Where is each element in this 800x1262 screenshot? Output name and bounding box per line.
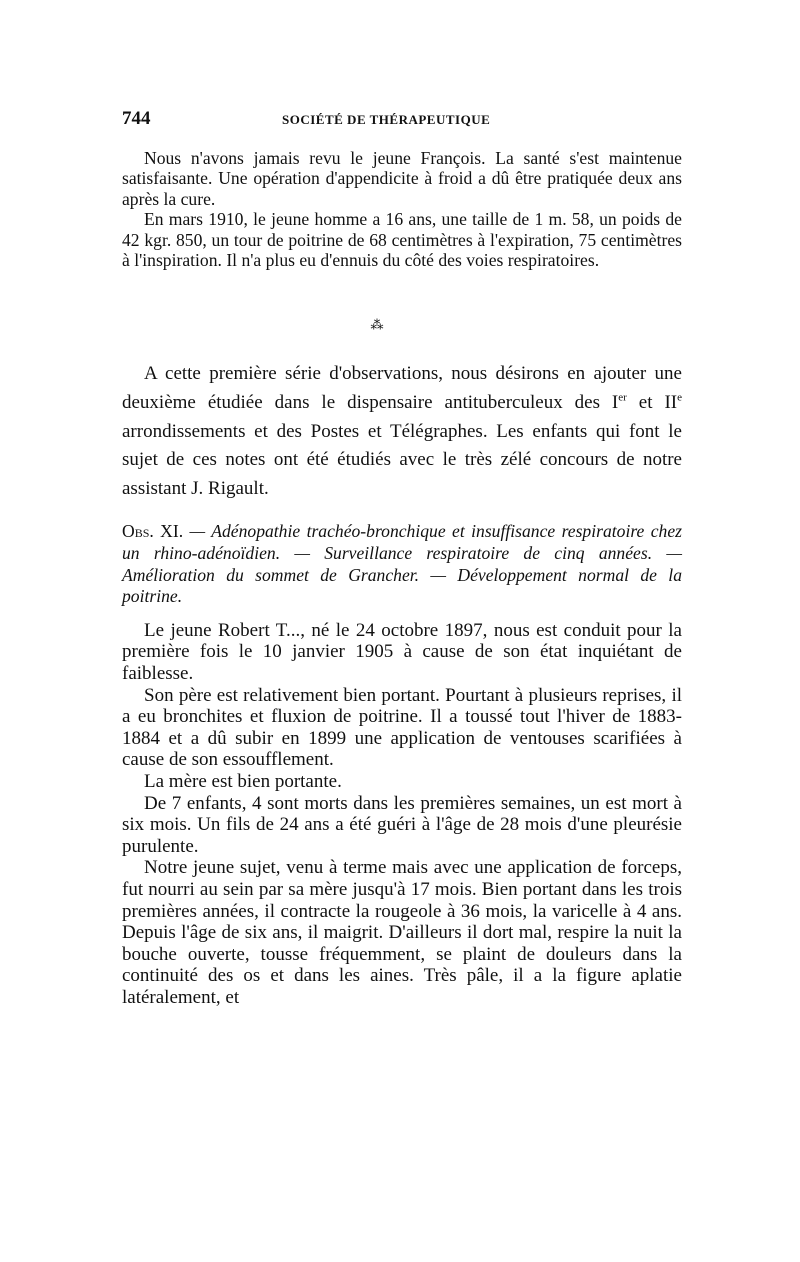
body-paragraph-4: De 7 enfants, 4 sont morts dans les premières semaines, un est mort à six mois. Un fils de 24 ans a été guéri à l'âge de 28 mois d'une pleurésie purulente. <box>122 792 682 857</box>
body-paragraph-2: Son père est relativement bien portant. Pourtant à plusieurs reprises, il a eu bronchites et fluxion de poitrine. Il a toussé tout l'hiver de 1883-1884 et a dû subir en 1899 une application de ventouses scarifiées à cause de son essoufflement. <box>122 684 682 771</box>
paragraph-1: Nous n'avons jamais revu le jeune François. La santé s'est maintenue satisfaisante. Une opération d'appendicite à froid a dû être pratiquée deux ans après la cure. <box>122 148 682 209</box>
page-header <box>122 108 682 148</box>
asterism-icon: ⁂ <box>370 317 384 333</box>
section-separator <box>122 270 682 360</box>
running-head: SOCIÉTÉ DE THÉRAPEUTIQUE <box>282 112 491 127</box>
body-paragraph-5: Notre jeune sujet, venu à terme mais avec une application de forceps, fut nourri au sein par sa mère jusqu'à 17 mois. Bien portant dans les trois premières années, il contracte la rougeole à 36 mois, la varicelle à 4 ans. Depuis l'âge de six ans, il maigrit. D'ailleurs il dort mal, respire la nuit la bouche ouverte, tousse fréquemment, se plaint de douleurs dans la continuité des os et dans les aines. Très pâle, il a la figure aplatie latéralement, et <box>122 857 682 1008</box>
body-paragraph-1: Le jeune Robert T..., né le 24 octobre 1897, nous est conduit pour la première fois le 10 janvier 1905 à cause de son état inquiétant de faiblesse. <box>122 619 682 684</box>
superscript-e: e <box>677 391 682 404</box>
observation-title: — Adénopathie trachéo-bronchique et insuffisance respiratoire chez un rhino-adénoïdien. — Surveillance respiratoire de cinq années. — Amélioration du sommet de Grancher. — Développement normal de la poitrine. <box>122 521 682 607</box>
paragraph-2: En mars 1910, le jeune homme a 16 ans, une taille de 1 m. 58, un poids de 42 kgr. 850, un tour de poitrine de 68 centimètres à l'expiration, 75 centimètres à l'inspiration. Il n'a plus eu d'ennuis du côté des voies respiratoires. <box>122 209 682 271</box>
superscript-er: er <box>618 391 627 404</box>
observation-heading <box>122 521 682 607</box>
page-number: 744 <box>122 108 151 129</box>
observation-label: Obs. XI. <box>122 521 184 542</box>
body-paragraph-3: La mère est bien portante. <box>144 770 342 792</box>
intro-paragraph: A cette première série d'observations, nous désirons en ajouter une deuxième étudiée dans le dispensaire antituberculeux des Ier et IIe arrondissements et des Postes et Télégraphes. Les enfants qui font le sujet de ces notes ont été étudiés avec le très zélé concours de notre assistant J. Rigault. <box>122 363 682 499</box>
document-page <box>122 108 682 1008</box>
